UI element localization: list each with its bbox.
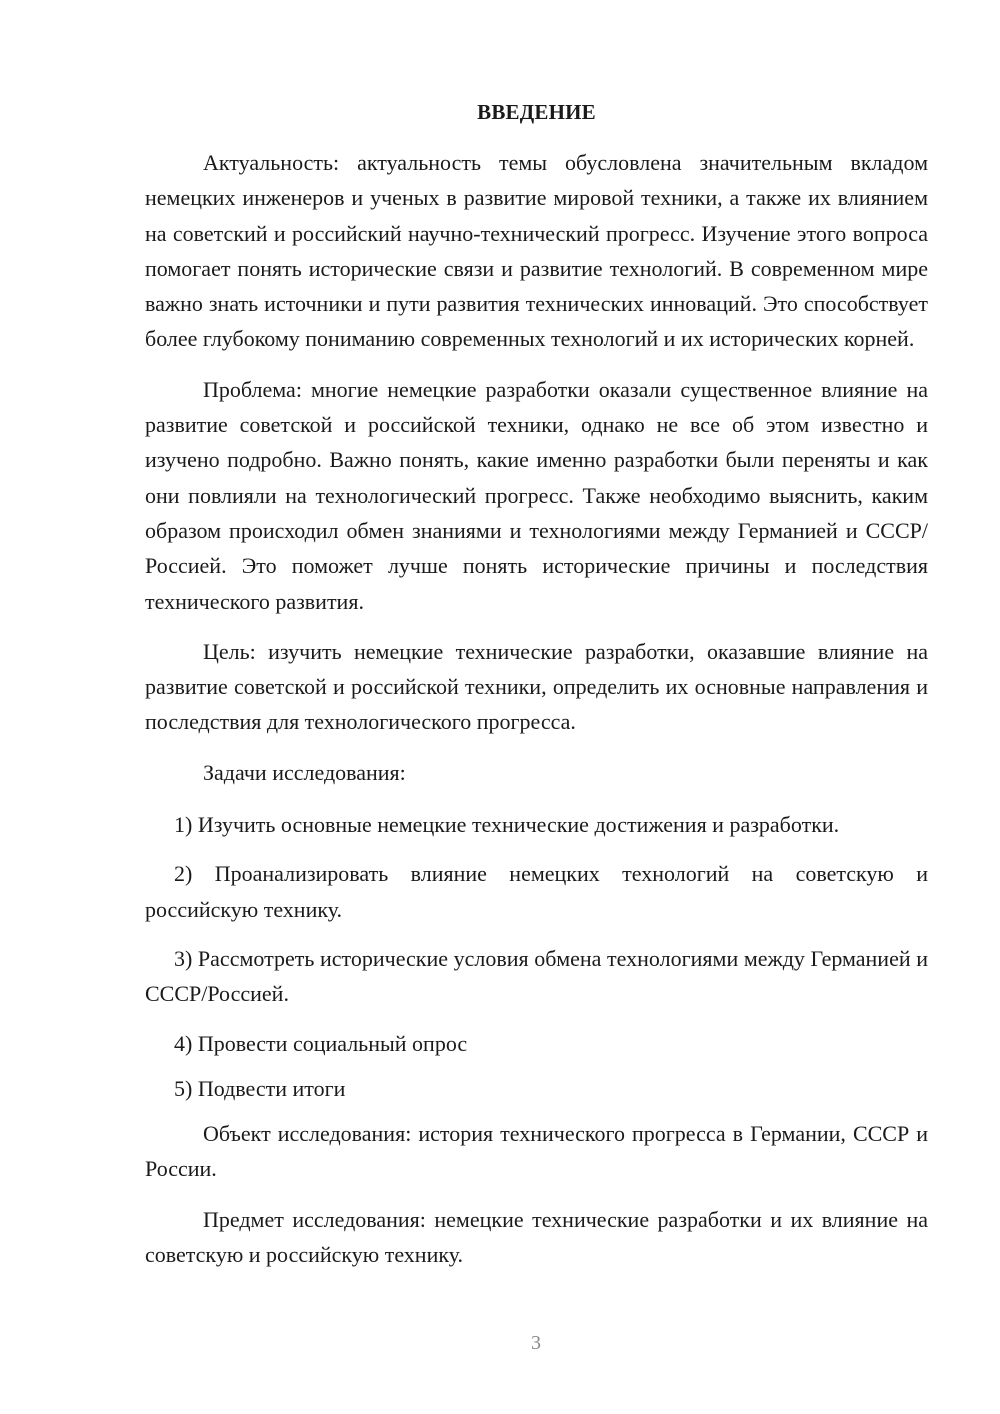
- goal-paragraph: Цель: изучить немецкие технические разработки, оказавшие влияние на развитие советской и российской техники, определить их основные направления и последствия для технологического прогресса.: [145, 638, 928, 735]
- problem-paragraph: Проблема: многие немецкие разработки оказали существенное влияние на развитие советской и российской техники, однако не все об этом известно и изучено подробно. Важно понять, какие именно разработки были переняты и как они повлияли на технологический прогресс. Также необходимо выяснить, каким образом происходил обмен знаниями и технологиями между Германией и СССР/Россией. Это поможет лучше понять исторические причины и последствия технического развития.: [145, 376, 928, 614]
- task-item-1: 1) Изучить основные немецкие технические достижения и разработки.: [174, 812, 840, 838]
- object-paragraph: Объект исследования: история технического прогресса в Германии, СССР и России.: [145, 1121, 928, 1182]
- subject-paragraph: Предмет исследования: немецкие технические разработки и их влияние на советскую и российскую технику.: [145, 1206, 928, 1268]
- page-title: ВВЕДЕНИЕ: [477, 100, 596, 124]
- page-number: 3: [531, 1332, 541, 1354]
- task-item-4: 4) Провести социальный опрос: [174, 1030, 468, 1056]
- task-item-3: 3) Рассмотреть исторические условия обмена технологиями между Германией и СССР/Россией.: [145, 945, 928, 1007]
- task-item-2: 2) Проанализировать влияние немецких технологий на советскую и российскую технику.: [145, 861, 928, 922]
- document-body: [145, 95, 928, 1287]
- task-item-5: 5) Подвести итоги: [174, 1075, 346, 1101]
- relevance-paragraph: Актуальность: актуальность темы обусловлена значительным вкладом немецких инженеров и ученых в развитие мировой техники, а также их влиянием на советский и российский научно-технический прогресс. Изучение этого вопроса помогает понять исторические связи и развитие технологий. В современном мире важно знать источники и пути развития технических инноваций. Это способствует более глубокому пониманию современных технологий и их исторических корней.: [145, 150, 928, 352]
- tasks-heading: Задачи исследования:: [203, 759, 406, 785]
